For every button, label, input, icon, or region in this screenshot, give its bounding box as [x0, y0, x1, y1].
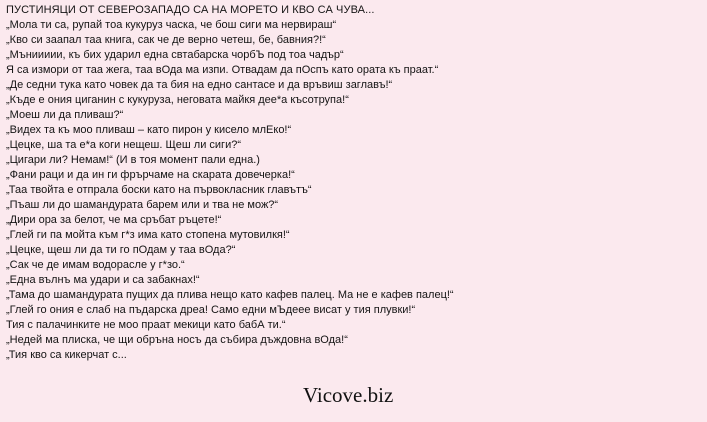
joke-line: „Таа твойта е отпрала боски като на първокласник главътъ“: [6, 184, 312, 196]
joke-line: „Видех та къ моо пливаш – като пирон у кисело млЕко!“: [6, 124, 292, 136]
joke-text: [6, 3, 704, 363]
joke-line: „Тама до шамандурата пущих да плива нещо като кафев палец. Ма не е кафев палец!“: [6, 289, 454, 301]
joke-line: „Сак че де имам водорасле у г*зо.“: [6, 259, 185, 271]
footer: [0, 375, 707, 422]
joke-line: „Дири ора за белот, че ма сръбат ръцете!“: [6, 214, 222, 226]
joke-line: „Глей го ония е слаб на пъдарска дреа! Само едни мЪдеее висат у тия плувки!“: [6, 304, 416, 316]
joke-line: „Тия кво са кикерчат с...: [6, 349, 127, 361]
joke-line: Тия с палачинките не моо праат мекици като бабА ти.“: [6, 319, 286, 331]
joke-line: „Моеш ли да пливаш?“: [6, 109, 124, 121]
joke-line: „Къде е ония циганин с кукуруза, неговата майкя дее*а късотрупа!“: [6, 94, 349, 106]
joke-line: „Глей ги па мойта към г*з има като стопена мутовилкя!“: [6, 229, 290, 241]
joke-line: „Кво си заапал таа книга, сак че де верно четеш, бе, бавния?!“: [6, 34, 326, 46]
joke-line: „Пъаш ли до шамандурата барем или и тва не мож?“: [6, 199, 279, 211]
joke-title: ПУСТИНЯЦИ ОТ СЕВЕРОЗАПАДО СА НА МОРЕТО И КВО СА ЧУВА...: [6, 4, 375, 16]
joke-line: „Де седни тука като човек да та бия на едно сантасе и да връвиш заглавъ!“: [6, 79, 393, 91]
joke-line: „Мола ти са, рупай тоа кукуруз часка, че бош сиги ма нервираш“: [6, 19, 337, 31]
joke-line: Я са измори от таа жега, таа вОда ма изпи. Отвадам да пОспъ като ората къ праат.“: [6, 64, 439, 76]
joke-line: „Фани раци и да ин ги фрърчаме на скарата довечерка!“: [6, 169, 295, 181]
site-brand: Vicove.biz: [303, 383, 394, 407]
joke-line: „Цигари ли? Немам!“ (И в тоя момент пали една.): [6, 154, 260, 166]
joke-line: „Една вълнъ ма удари и са забакнах!“: [6, 274, 200, 286]
joke-line: „Недей ма плиска, че щи обръна носъ да събира дъждовна вОда!“: [6, 334, 348, 346]
joke-line: „Мъниииии, къ бих ударил една свтабарска чорбЪ под тоа чадър“: [6, 49, 344, 61]
joke-line: „Цецке, щеш ли да ти го пОдам у таа вОда?“: [6, 244, 236, 256]
joke-line: „Цецке, ша та е*а коги нещеш. Щеш ли сиги?“: [6, 139, 241, 151]
